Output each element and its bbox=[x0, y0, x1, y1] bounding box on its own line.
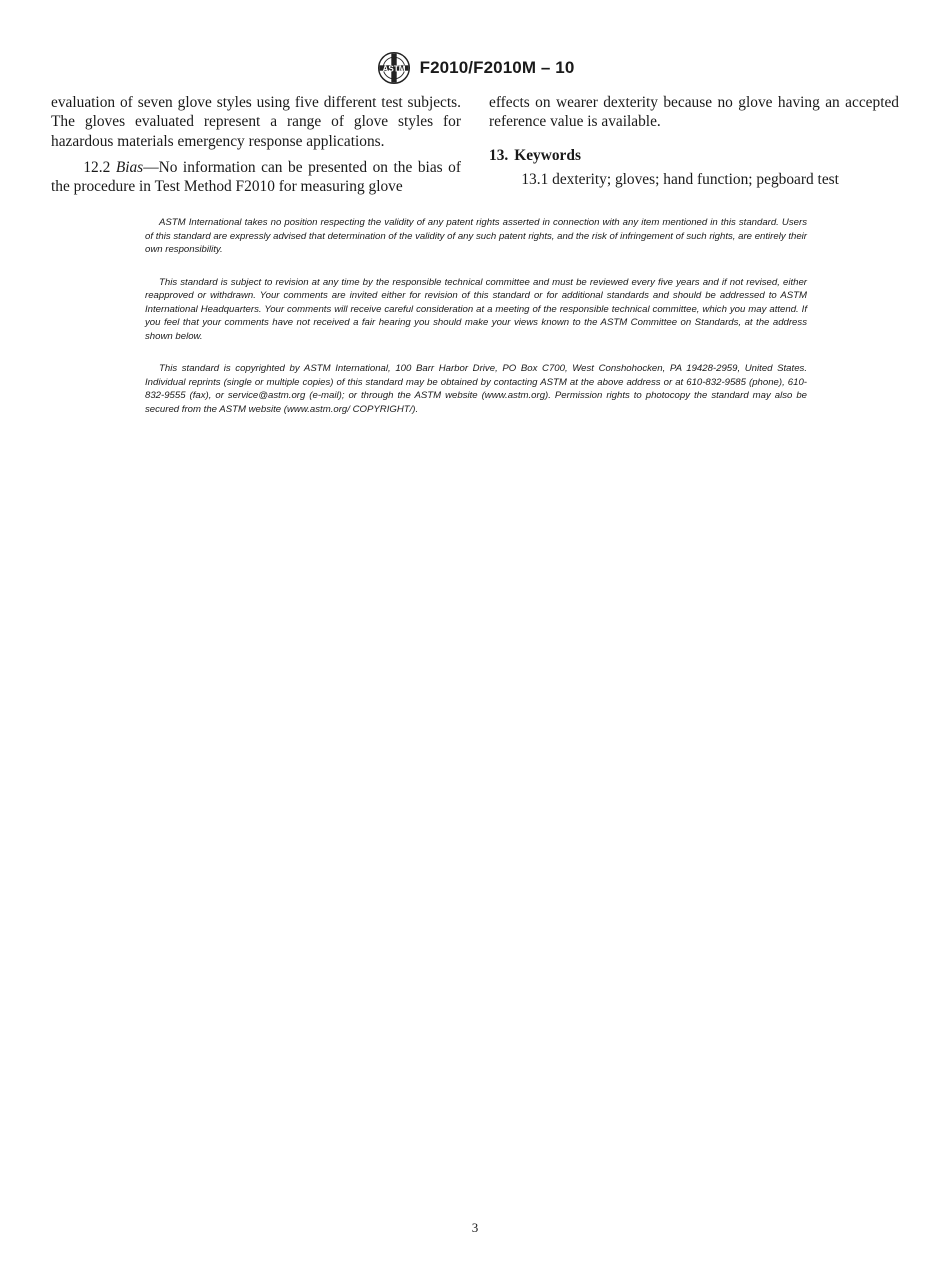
section-title: Keywords bbox=[514, 146, 581, 164]
right-column bbox=[489, 93, 899, 189]
revision-notice: This standard is subject to revision at any time by the responsible technical committee and must be reviewed every five years and if not revised, either reapproved or withdrawn. Your comments are invited either for revision of this standard or for additional standards and should be addressed to ASTM International Headquarters. Your comments will receive careful consideration at a meeting of the responsible technical committee, which you may attend. If you feel that your comments have not received a fair hearing you should make your views known to the ASTM Committee on Standards, at the address shown below. bbox=[145, 276, 807, 342]
keywords-number: 13.1 bbox=[521, 170, 549, 188]
right-paragraph-continued: effects on wearer dexterity because no glove having an accepted reference value is available. bbox=[489, 94, 899, 131]
astm-notices bbox=[145, 216, 807, 435]
page-header bbox=[0, 50, 950, 86]
page-number: 3 bbox=[471, 1220, 479, 1235]
document-designation: F2010/F2010M – 10 bbox=[419, 58, 575, 77]
copyright-notice: This standard is copyrighted by ASTM International, 100 Barr Harbor Drive, PO Box C700, West Conshohocken, PA 19428-2959, United States. Individual reprints (single or multiple copies) of this standard may be obtained by contacting ASTM at the above address or at 610-832-9585 (phone), 610-832-9555 (fax), or service@astm.org (e-mail); or through the ASTM website (www.astm.org). Permission rights to photocopy the standard may also be secured from the ASTM website (www.astm.org/ COPYRIGHT/). bbox=[145, 363, 807, 415]
patent-notice: ASTM International takes no position respecting the validity of any patent rights asserted in connection with any item mentioned in this standard. Users of this standard are expressly advised that determination of the validity of any such patent rights, and the risk of infringement of such rights, are entirely their own responsibility. bbox=[145, 217, 807, 255]
left-paragraph-continued: evaluation of seven glove styles using five different test subjects. The gloves evaluated represent a range of glove styles for hazardous materials emergency response applications. bbox=[51, 94, 461, 150]
bias-paragraph bbox=[51, 158, 461, 197]
svg-text:ASTM: ASTM bbox=[382, 64, 406, 74]
keywords-paragraph bbox=[489, 170, 899, 189]
section-heading-keywords bbox=[489, 146, 899, 165]
bias-text: —No information can be presented on the bias of the procedure in Test Method F2010 for measuring glove bbox=[51, 158, 461, 196]
bias-term: Bias bbox=[115, 158, 144, 176]
left-column bbox=[51, 93, 461, 196]
section-number: 13. bbox=[489, 146, 509, 164]
bias-number: 12.2 bbox=[83, 158, 111, 176]
astm-logo-icon bbox=[376, 50, 412, 86]
keywords-text: dexterity; gloves; hand function; pegboard test bbox=[552, 170, 839, 188]
